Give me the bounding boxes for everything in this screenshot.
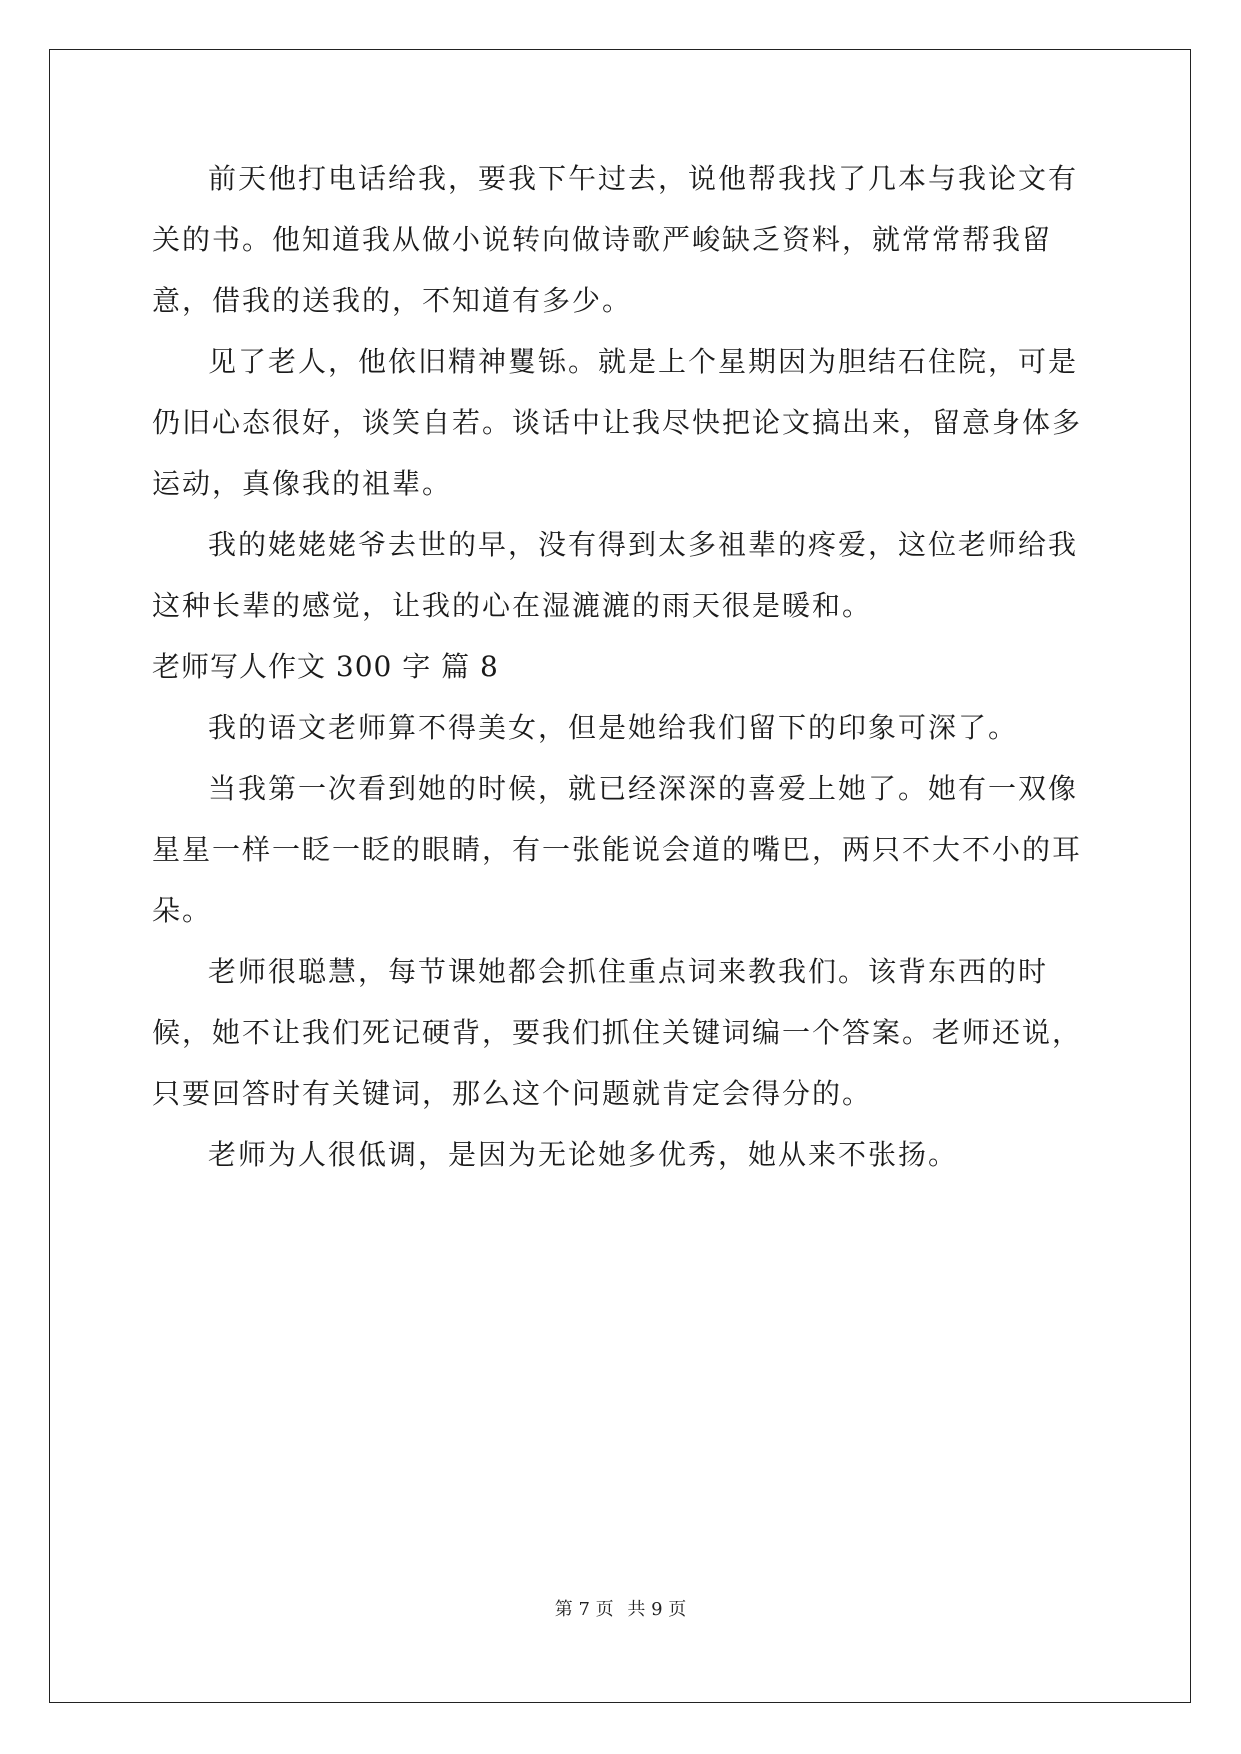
- paragraph: 我的语文老师算不得美女，但是她给我们留下的印象可深了。: [208, 711, 1019, 744]
- section-heading: 老师写人作文 300 字 篇 8: [152, 650, 499, 683]
- paragraph: 前天他打电话给我，要我下午过去，说他帮我找了几本与我论文有关的书。他知道我从做小说转向做诗歌严峻缺乏资料，就常常帮我留意，借我的送我的，不知道有多少。: [152, 162, 1079, 317]
- paragraph: 我的姥姥姥爷去世的早，没有得到太多祖辈的疼爱，这位老师给我这种长辈的感觉，让我的心在湿漉漉的雨天很是暖和。: [152, 528, 1079, 622]
- page-footer: [0, 1595, 1241, 1621]
- paragraph: 老师很聪慧，每节课她都会抓住重点词来教我们。该背东西的时候，她不让我们死记硬背，要我们抓住关键词编一个答案。老师还说，只要回答时有关键词，那么这个问题就肯定会得分的。: [152, 955, 1083, 1110]
- page-total: 共 9 页: [627, 1599, 687, 1620]
- document-body: [152, 148, 1102, 1185]
- paragraph: 当我第一次看到她的时候，就已经深深的喜爱上她了。她有一双像星星一样一眨一眨的眼睛，有一张能说会道的嘴巴，两只不大不小的耳朵。: [152, 772, 1083, 927]
- page-number: 第 7 页: [554, 1599, 614, 1620]
- paragraph: 见了老人，他依旧精神矍铄。就是上个星期因为胆结石住院，可是仍旧心态很好，谈笑自若。谈话中让我尽快把论文搞出来，留意身体多运动，真像我的祖辈。: [152, 345, 1083, 500]
- paragraph: 老师为人很低调，是因为无论她多优秀，她从来不张扬。: [208, 1138, 959, 1171]
